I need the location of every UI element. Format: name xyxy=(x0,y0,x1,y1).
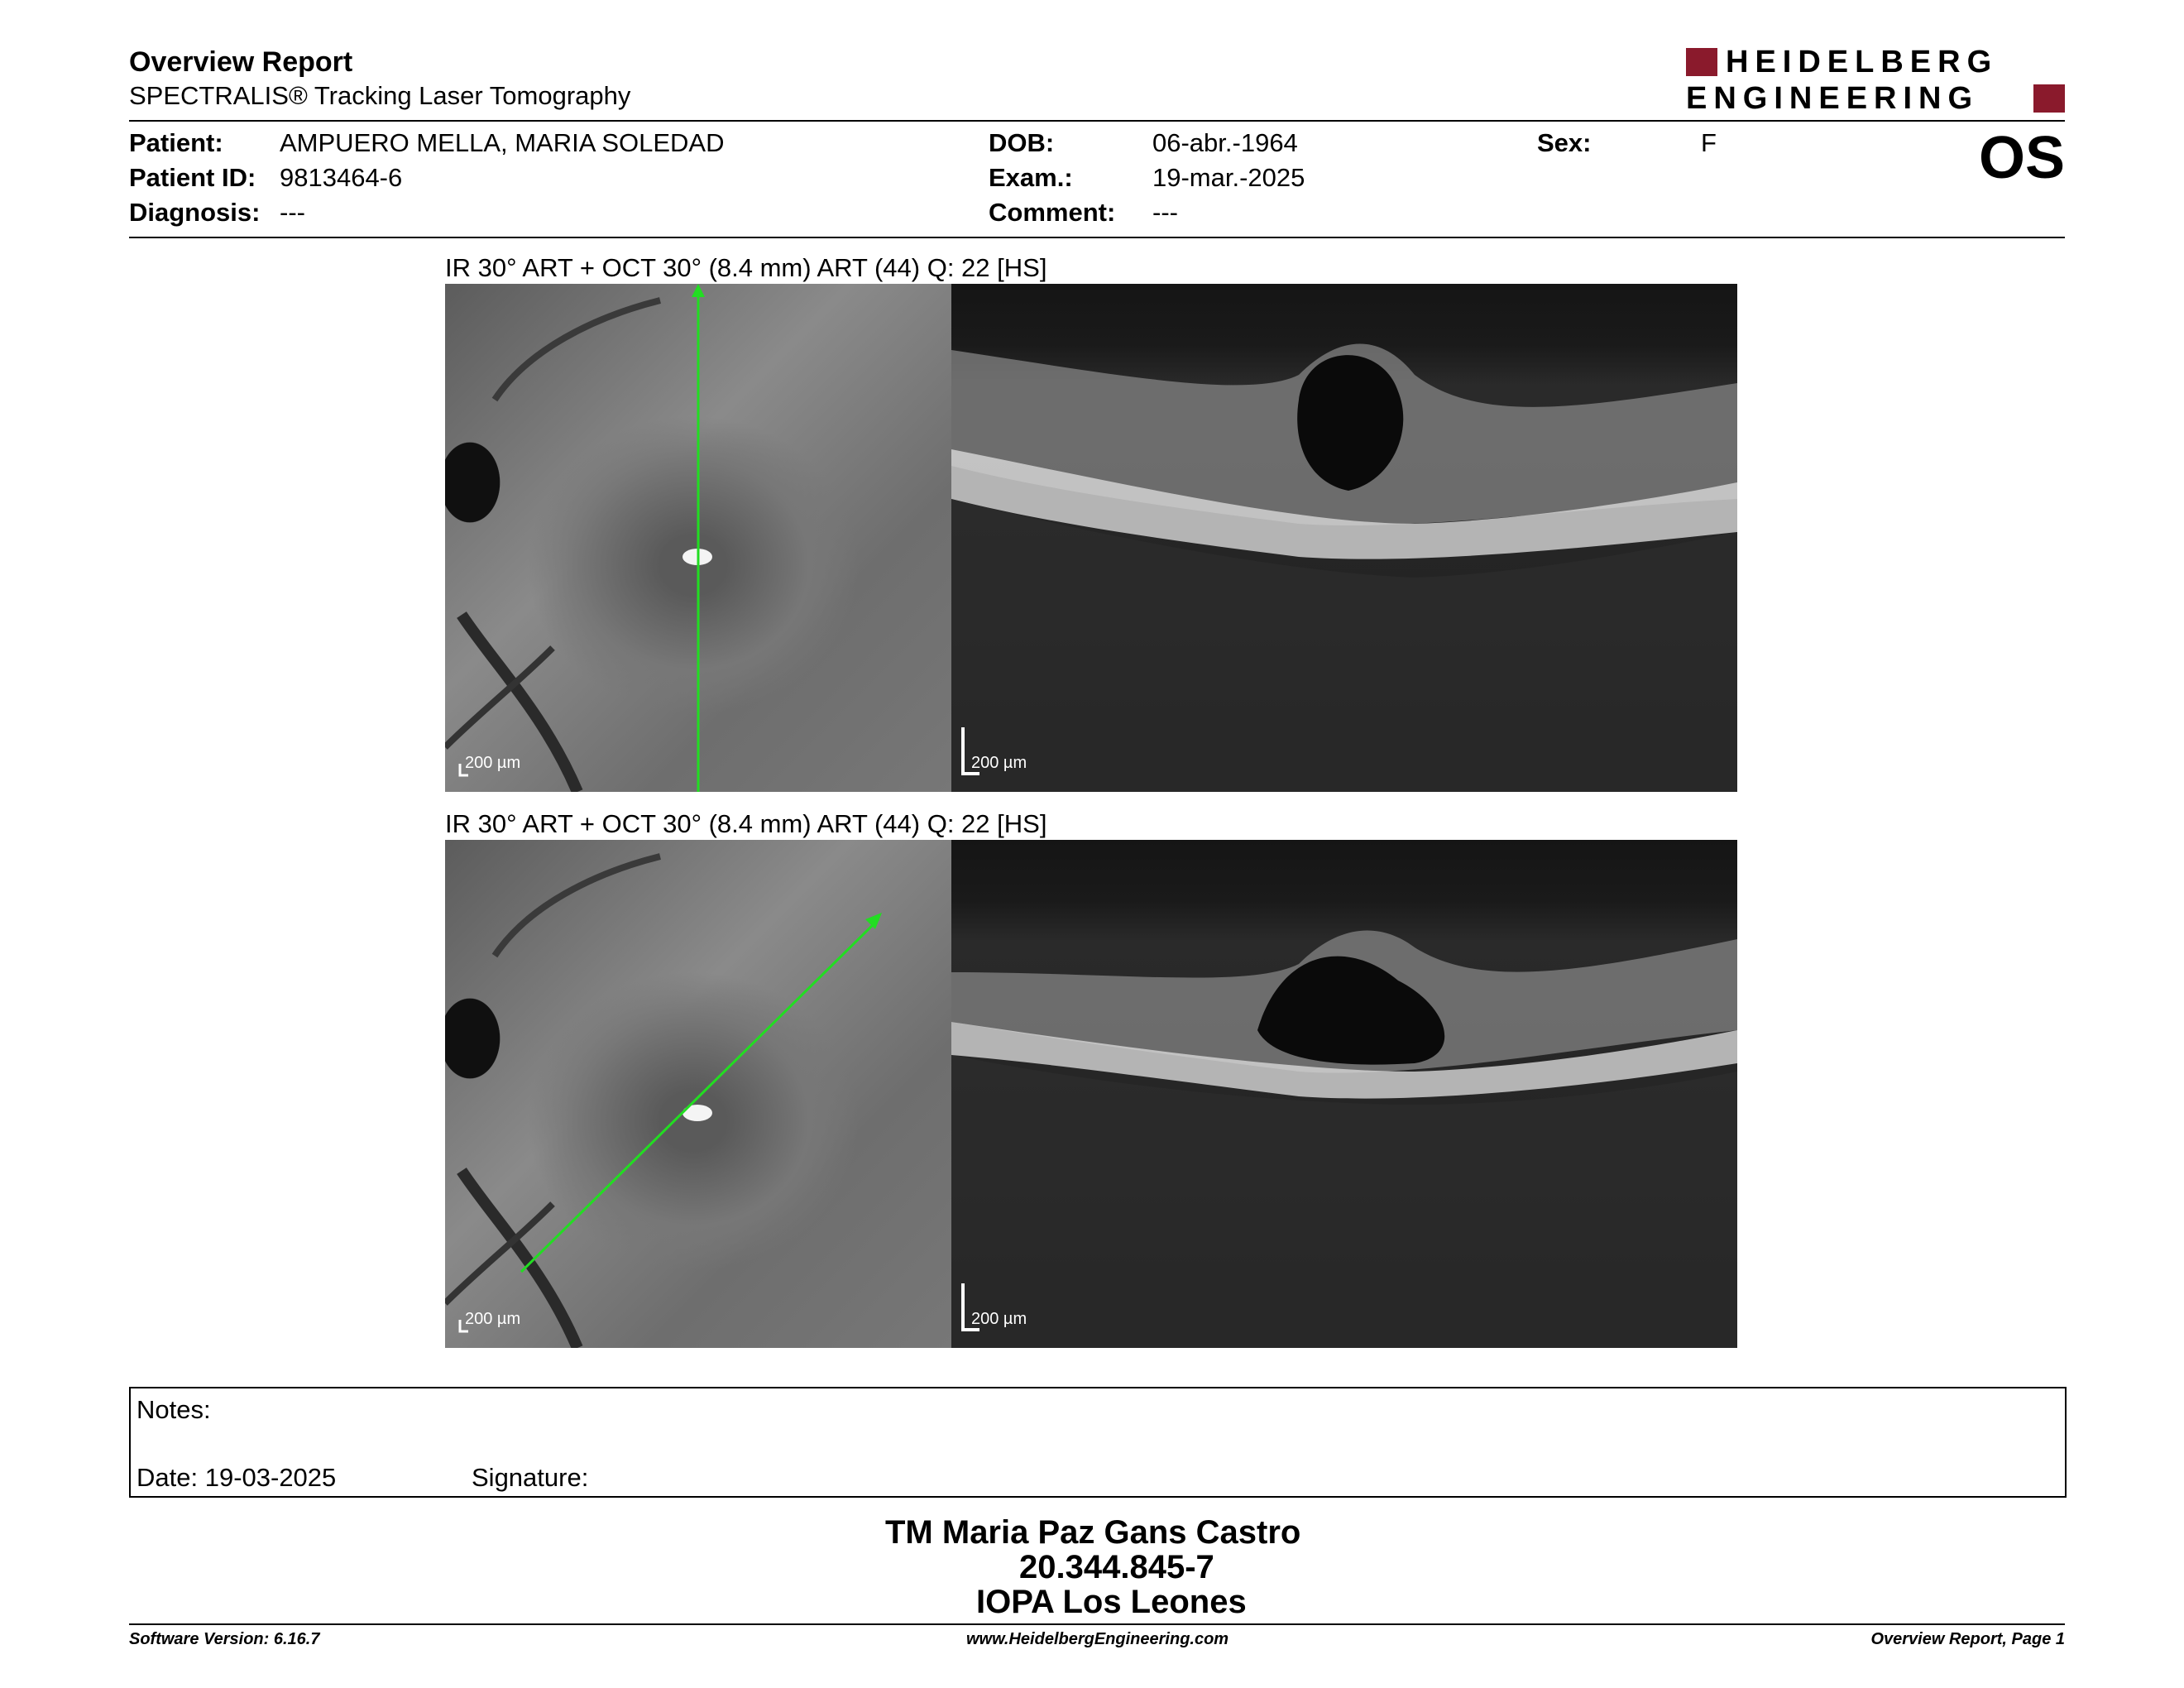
notes-date: Date: 19-03-2025 xyxy=(136,1463,337,1492)
comment-label: Comment: xyxy=(989,198,1116,227)
signer-name: TM Maria Paz Gans Castro xyxy=(885,1514,1301,1551)
scan-1-fundus-image xyxy=(445,284,951,792)
exam-date: 19-mar.-2025 xyxy=(1152,163,1305,192)
patient-label: Patient: xyxy=(129,128,223,157)
scan-1-fundus-scale: 200 µm xyxy=(465,754,521,772)
signature-label: Signature: xyxy=(472,1463,589,1492)
sex-value: F xyxy=(1701,128,1717,157)
header-divider xyxy=(129,120,2065,122)
footer-divider xyxy=(129,1623,2065,1625)
diagnosis-value: --- xyxy=(280,198,305,227)
patient-id-label: Patient ID: xyxy=(129,163,256,192)
signer-institution: IOPA Los Leones xyxy=(976,1584,1247,1620)
scan-2-oct-bscan xyxy=(951,840,1737,1348)
scan-2-oct-layers xyxy=(951,840,1737,1348)
scan-2-line[interactable] xyxy=(521,919,879,1272)
signer-id: 20.344.845-7 xyxy=(1019,1549,1214,1585)
scan-2-caption: IR 30° ART + OCT 30° (8.4 mm) ART (44) Q: 22 [HS] xyxy=(445,809,1047,838)
scan-1-caption: IR 30° ART + OCT 30° (8.4 mm) ART (44) Q: 22 [HS] xyxy=(445,253,1047,282)
scan-1-oct-layers xyxy=(951,284,1737,792)
comment-value: --- xyxy=(1152,198,1178,227)
scan-2-fundus-overlay xyxy=(445,840,951,1348)
scan-2-oct-scale: 200 µm xyxy=(971,1310,1027,1328)
notes-box[interactable] xyxy=(129,1387,2067,1498)
logo-line-2: ENGINEERING xyxy=(1686,81,1980,116)
dob-label: DOB: xyxy=(989,128,1055,157)
logo-square-top xyxy=(1686,48,1717,76)
notes-label: Notes: xyxy=(136,1395,211,1424)
scan-1-oct-scale: 200 µm xyxy=(971,754,1027,772)
logo-square-bottom xyxy=(2033,84,2065,113)
exam-label: Exam.: xyxy=(989,163,1073,192)
patient-id: 9813464-6 xyxy=(280,163,403,192)
scan-2-fundus-image xyxy=(445,840,951,1348)
eye-indicator: OS xyxy=(1978,125,2065,191)
patient-name: AMPUERO MELLA, MARIA SOLEDAD xyxy=(280,128,725,157)
sex-label: Sex: xyxy=(1537,128,1592,157)
heidelberg-logo xyxy=(1686,46,2067,116)
logo-line-1: HEIDELBERG xyxy=(1726,45,1999,79)
scan-1-fundus-overlay xyxy=(445,284,951,792)
scan-1-oct-bscan xyxy=(951,284,1737,792)
scan-2-fundus-scale: 200 µm xyxy=(465,1310,521,1328)
dob-value: 06-abr.-1964 xyxy=(1152,128,1298,157)
website-link[interactable]: www.HeidelbergEngineering.com xyxy=(966,1630,1229,1648)
software-version: Software Version: 6.16.7 xyxy=(129,1630,320,1648)
page-indicator: Overview Report, Page 1 xyxy=(1870,1630,2065,1648)
diagnosis-label: Diagnosis: xyxy=(129,198,261,227)
patient-divider xyxy=(129,237,2065,238)
report-title: Overview Report xyxy=(129,46,353,78)
report-subtitle: SPECTRALIS® Tracking Laser Tomography xyxy=(129,81,631,110)
